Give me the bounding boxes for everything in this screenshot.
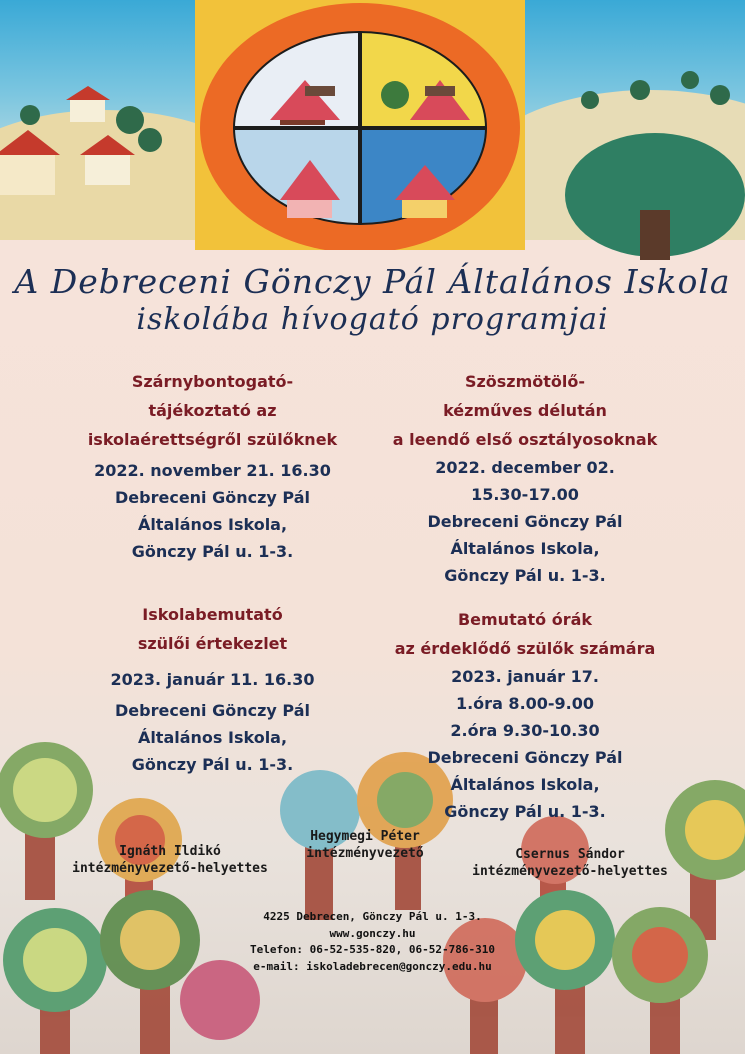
event-4-heading-2: az érdeklődő szülők számára [394, 639, 656, 658]
event-2-address: Gönczy Pál u. 1-3. [444, 566, 606, 585]
event-1-heading-3: iskolaérettségről szülőknek [87, 430, 338, 449]
children-painting [195, 0, 525, 250]
signature-role: intézményvezető [306, 846, 424, 861]
event-1-date: 2022. november 21. 16.30 [94, 461, 331, 480]
event-3-date: 2023. január 11. 16.30 [110, 670, 315, 689]
event-3 [60, 600, 365, 778]
event-4-date: 2023. január 17. [451, 667, 599, 686]
signature-name: Hegymegi Péter [310, 829, 420, 844]
footer-website-link[interactable]: www.gonczy.hu [329, 926, 416, 940]
event-2 [370, 367, 680, 589]
event-3-address: Gönczy Pál u. 1-3. [131, 755, 294, 774]
house-left-3 [66, 86, 110, 122]
signature-role: intézményvezető-helyettes [72, 861, 268, 876]
event-2-time: 15.30-17.00 [471, 485, 579, 504]
event-2-heading-3: a leendő első osztályosoknak [392, 430, 658, 449]
event-1-venue-2: Általános Iskola, [137, 515, 288, 534]
event-4-lesson-2: 2.óra 9.30-10.30 [450, 721, 600, 740]
event-1-heading-2: tájékoztató az [148, 401, 277, 420]
event-1-venue-1: Debreceni Gönczy Pál [115, 488, 310, 507]
page-subtitle: iskolába hívogató programjai [136, 302, 609, 337]
page-title: A Debreceni Gönczy Pál Általános Iskola [14, 262, 731, 301]
event-4 [370, 605, 680, 825]
event-3-heading-2: szülői értekezlet [137, 634, 288, 653]
tree-right-small [581, 71, 730, 109]
event-1-address: Gönczy Pál u. 1-3. [131, 542, 294, 561]
tree-right-large [565, 133, 745, 260]
signature-role: intézményvezető-helyettes [472, 864, 668, 879]
signature-deputy-2 [455, 846, 685, 880]
event-3-heading-1: Iskolabemutató [142, 605, 283, 624]
signature-name: Csernus Sándor [515, 847, 625, 862]
house-left-2 [80, 135, 135, 185]
event-2-heading-2: kézműves délután [443, 401, 607, 420]
event-2-venue-2: Általános Iskola, [450, 539, 600, 558]
event-4-venue-1: Debreceni Gönczy Pál [427, 748, 623, 767]
contact-footer [200, 909, 545, 975]
event-2-heading-1: Szöszmötölő- [464, 372, 586, 391]
event-1-heading-1: Szárnybontogató- [131, 372, 294, 391]
event-2-venue-1: Debreceni Gönczy Pál [427, 512, 623, 531]
event-4-lesson-1: 1.óra 8.00-9.00 [455, 694, 595, 713]
footer-address: 4225 Debrecen, Gönczy Pál u. 1-3. [263, 910, 482, 923]
event-4-heading-1: Bemutató órák [457, 610, 593, 629]
event-3-venue-1: Debreceni Gönczy Pál [115, 701, 310, 720]
signature-name: Ignáth Ildikó [119, 844, 221, 859]
signature-deputy-1 [55, 843, 285, 877]
signature-principal [280, 828, 450, 862]
house-left-1 [0, 130, 60, 195]
event-4-address: Gönczy Pál u. 1-3. [444, 802, 606, 821]
event-1 [60, 367, 365, 565]
event-4-venue-2: Általános Iskola, [450, 775, 600, 794]
footer-email-link[interactable]: e-mail: iskoladebrecen@gonczy.edu.hu [253, 959, 492, 973]
event-3-venue-2: Általános Iskola, [137, 728, 288, 747]
footer-phone: Telefon: 06-52-535-820, 06-52-786-310 [249, 943, 496, 956]
event-2-date: 2022. december 02. [435, 458, 615, 477]
